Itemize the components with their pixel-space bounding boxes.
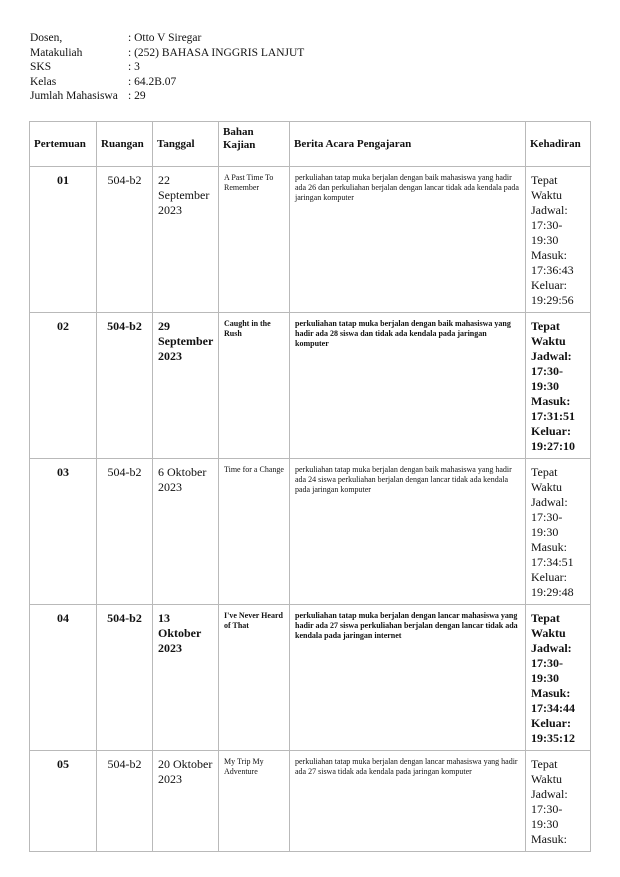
info-row-sks <box>30 60 304 75</box>
header-tanggal: Tanggal <box>153 122 219 167</box>
header-ruangan: Ruangan <box>97 122 153 167</box>
header-pertemuan: Pertemuan <box>30 122 97 167</box>
row-kehadiran: Tepat Waktu Jadwal: 17:30-19:30 Masuk: 17:34:51 Keluar: 19:29:48 <box>526 459 591 605</box>
row-berita: perkuliahan tatap muka berjalan dengan baik mahasiswa yang hadir ada 28 siswa dan tidak ada kendala pada jaringan komputer <box>290 313 526 459</box>
info-row-kelas <box>30 75 304 90</box>
row-kehadiran: Tepat Waktu Jadwal: 17:30-19:30 Masuk: <box>526 751 591 852</box>
table-row <box>30 167 591 313</box>
row-berita: perkuliahan tatap muka berjalan dengan lancar mahasiswa yang hadir ada 27 siswa perkuliahan berjalan dengan lancar tidak ada kendala pada jaringan internet <box>290 605 526 751</box>
row-number: 04 <box>30 605 97 751</box>
row-number: 03 <box>30 459 97 605</box>
row-bahan: Caught in the Rush <box>219 313 290 459</box>
row-number: 05 <box>30 751 97 852</box>
row-date: 22 September 2023 <box>153 167 219 313</box>
table-header-row <box>30 122 591 167</box>
info-row-dosen <box>30 31 304 46</box>
course-info <box>30 31 304 104</box>
row-bahan: Time for a Change <box>219 459 290 605</box>
row-bahan: My Trip My Adventure <box>219 751 290 852</box>
row-berita: perkuliahan tatap muka berjalan dengan lancar mahasiswa yang hadir ada 27 siswa tidak ada kendala pada jaringan komputer <box>290 751 526 852</box>
table-row <box>30 605 591 751</box>
info-row-matkul <box>30 46 304 61</box>
row-date: 6 Oktober 2023 <box>153 459 219 605</box>
row-kehadiran: Tepat Waktu Jadwal: 17:30-19:30 Masuk: 17:36:43 Keluar: 19:29:56 <box>526 167 591 313</box>
row-number: 02 <box>30 313 97 459</box>
row-date: 20 Oktober 2023 <box>153 751 219 852</box>
row-room: 504-b2 <box>97 313 153 459</box>
jumlah-label: Jumlah Mahasiswa <box>30 90 118 103</box>
sks-value: : 3 <box>128 61 140 74</box>
jumlah-value: : 29 <box>128 90 146 103</box>
row-kehadiran: Tepat Waktu Jadwal: 17:30-19:30 Masuk: 17:34:44 Keluar: 19:35:12 <box>526 605 591 751</box>
row-room: 504-b2 <box>97 751 153 852</box>
dosen-label: Dosen, <box>30 32 63 44</box>
kelas-value: : 64.2B.07 <box>128 75 177 88</box>
table-row <box>30 459 591 605</box>
table-row <box>30 313 591 459</box>
matkul-label: Matakuliah <box>30 46 83 59</box>
header-bahan: Bahan Kajian <box>219 122 290 167</box>
header-berita: Berita Acara Pengajaran <box>290 122 526 167</box>
row-room: 504-b2 <box>97 167 153 313</box>
row-bahan: I've Never Heard of That <box>219 605 290 751</box>
kelas-label: Kelas <box>30 75 57 88</box>
row-kehadiran: Tepat Waktu Jadwal: 17:30-19:30 Masuk: 17:31:51 Keluar: 19:27:10 <box>526 313 591 459</box>
row-berita: perkuliahan tatap muka berjalan dengan baik mahasiswa yang hadir ada 24 siswa perkuliahan berjalan dengan lancar tidak ada kendala pada jaringan komputer <box>290 459 526 605</box>
dosen-value: : Otto V Siregar <box>128 32 202 44</box>
row-bahan: A Past Time To Remember <box>219 167 290 313</box>
table-row <box>30 751 591 852</box>
row-room: 504-b2 <box>97 605 153 751</box>
row-room: 504-b2 <box>97 459 153 605</box>
matkul-value: : (252) BAHASA INGGRIS LANJUT <box>128 46 305 59</box>
row-date: 29 September 2023 <box>153 313 219 459</box>
row-number: 01 <box>30 167 97 313</box>
header-kehadiran: Kehadiran <box>526 122 591 167</box>
attendance-table <box>29 121 591 852</box>
row-date: 13 Oktober 2023 <box>153 605 219 751</box>
row-berita: perkuliahan tatap muka berjalan dengan baik mahasiswa yang hadir ada 26 dan perkuliahan berjalan dengan lancar tidak ada kendala pada jaringan komputer <box>290 167 526 313</box>
sks-label: SKS <box>30 61 52 74</box>
info-row-jumlah <box>30 89 304 104</box>
